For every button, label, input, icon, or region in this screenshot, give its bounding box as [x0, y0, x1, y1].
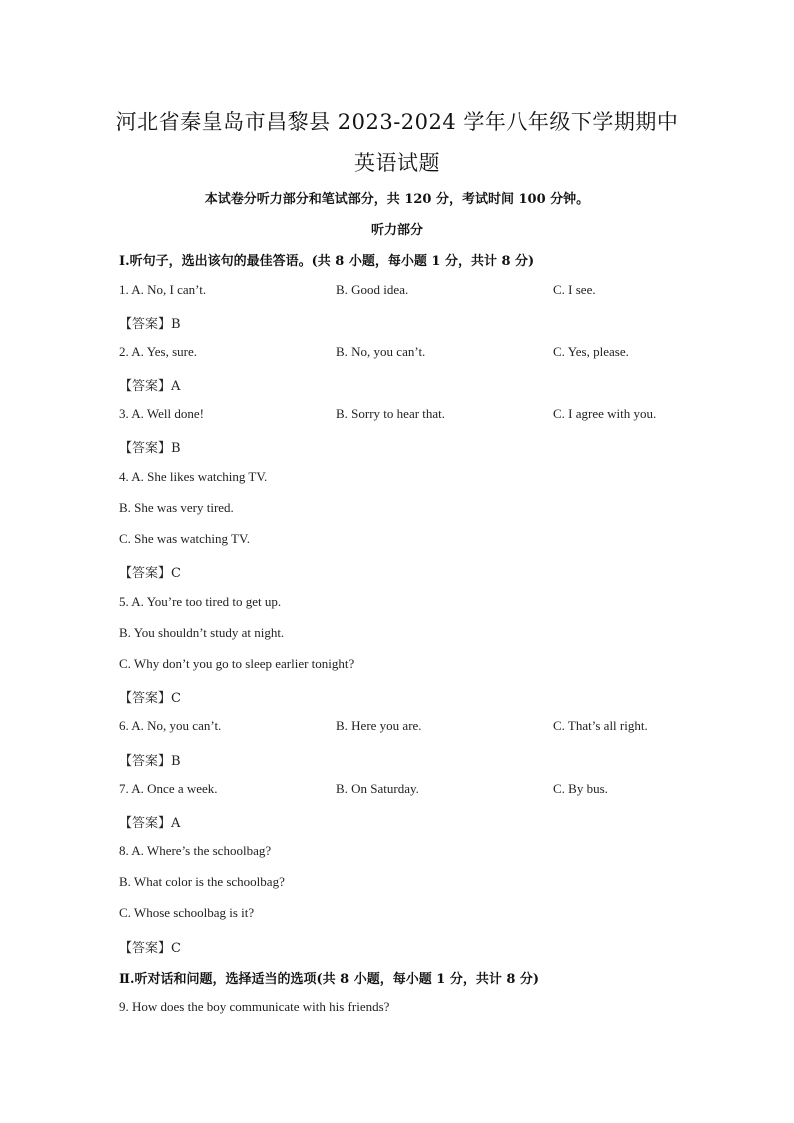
- document-title: 河北省秦皇岛市昌黎县 2023-2024 学年八年级下学期期中: [115, 110, 679, 134]
- q6-answer: 【答案】B: [119, 754, 181, 769]
- q8-option-a: 8. A. Where’s the schoolbag?: [119, 843, 272, 858]
- part-title: 听力部分: [370, 223, 423, 238]
- q3-option-b: B. Sorry to hear that.: [336, 406, 446, 421]
- q2-option-b: B. No, you can’t.: [336, 344, 426, 359]
- q5-option-b: B. You shouldn’t study at night.: [119, 625, 285, 640]
- q7-option-c: C. By bus.: [553, 781, 608, 796]
- q4-option-a: 4. A. She likes watching TV.: [119, 469, 268, 484]
- q6-option-c: C. That’s all right.: [553, 718, 648, 733]
- q1-option-a: 1. A. No, I can’t.: [119, 282, 207, 297]
- q8-answer: 【答案】C: [119, 941, 181, 956]
- q2-option-a: 2. A. Yes, sure.: [119, 344, 198, 359]
- q3-option-a: 3. A. Well done!: [119, 406, 205, 421]
- q7-answer: 【答案】A: [119, 816, 181, 831]
- q8-option-c: C. Whose schoolbag is it?: [119, 905, 255, 920]
- q1-option-b: B. Good idea.: [336, 282, 409, 297]
- q7-option-a: 7. A. Once a week.: [119, 781, 218, 796]
- q5-option-c: C. Why don’t you go to sleep earlier tonight?: [119, 656, 355, 671]
- q4-option-c: C. She was watching TV.: [119, 531, 250, 546]
- q1-answer: 【答案】B: [119, 317, 181, 332]
- q2-answer: 【答案】A: [119, 379, 181, 394]
- q7-option-b: B. On Saturday.: [336, 781, 419, 796]
- q8-option-b: B. What color is the schoolbag?: [119, 874, 285, 889]
- section-1-heading: Ⅰ.听句子，选出该句的最佳答语。(共 8 小题，每小题 1 分，共计 8 分): [119, 254, 535, 269]
- q5-option-a: 5. A. You’re too tired to get up.: [119, 594, 282, 609]
- q6-option-b: B. Here you are.: [336, 718, 422, 733]
- q3-option-c: C. I agree with you.: [553, 406, 657, 421]
- q2-option-c: C. Yes, please.: [553, 344, 629, 359]
- section-2-heading: Ⅱ.听对话和问题，选择适当的选项(共 8 小题，每小题 1 分，共计 8 分): [119, 972, 540, 987]
- q1-option-c: C. I see.: [553, 282, 596, 297]
- q5-answer: 【答案】C: [119, 691, 181, 706]
- q3-answer: 【答案】B: [119, 441, 181, 456]
- q9-question: 9. How does the boy communicate with his friends?: [119, 999, 390, 1014]
- document-subtitle: 英语试题: [354, 151, 440, 175]
- exam-info: 本试卷分听力部分和笔试部分，共 120 分，考试时间 100 分钟。: [204, 192, 590, 207]
- q6-option-a: 6. A. No, you can’t.: [119, 718, 222, 733]
- q4-option-b: B. She was very tired.: [119, 500, 234, 515]
- q4-answer: 【答案】C: [119, 566, 181, 581]
